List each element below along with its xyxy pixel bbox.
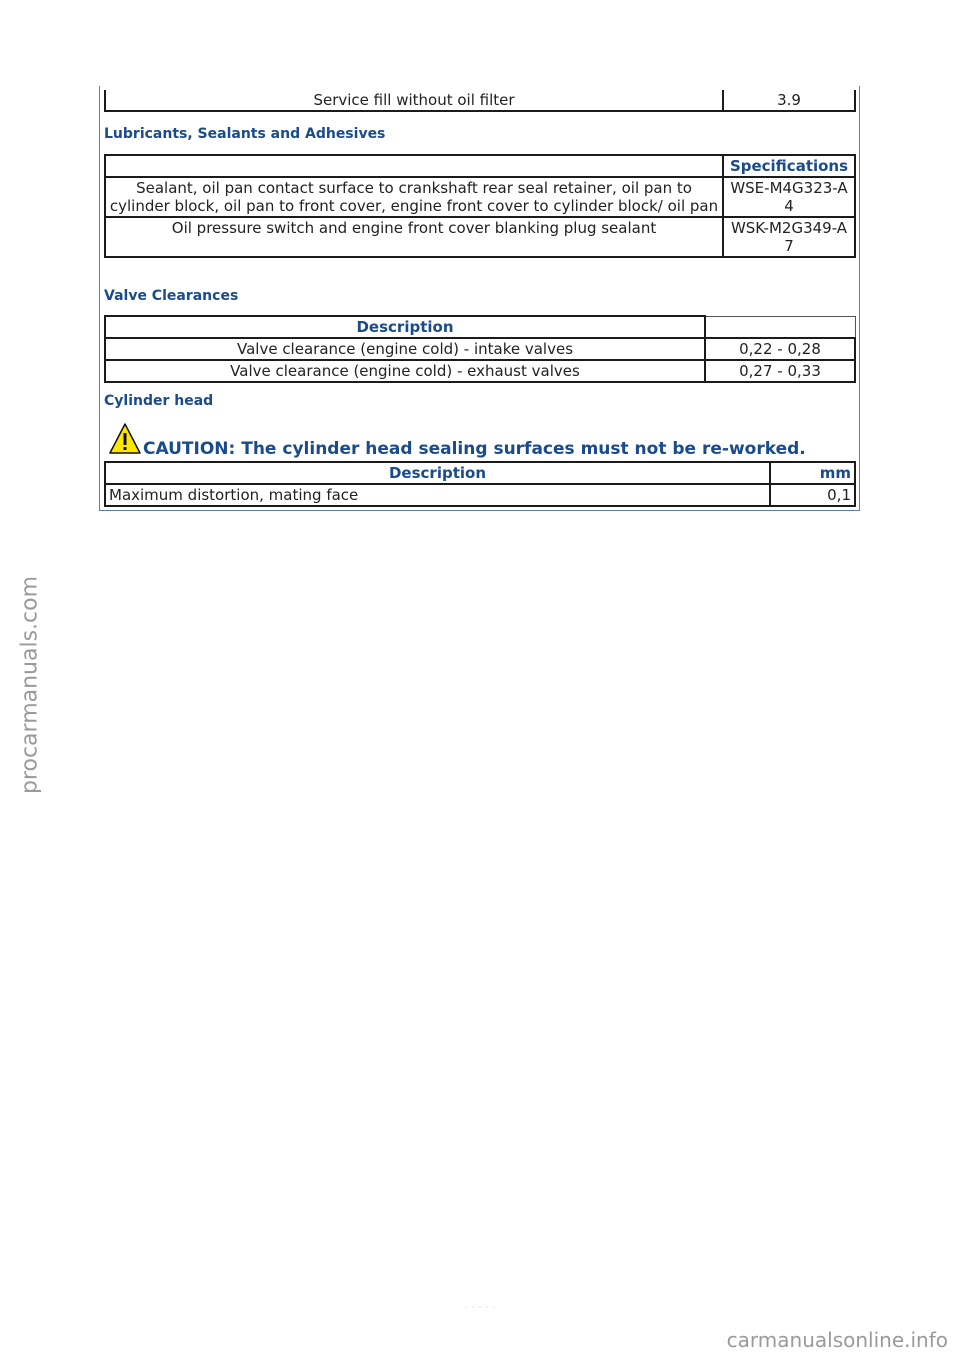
valve-value: 0,22 - 0,28 [705,338,855,360]
page-footer: - - - - - [464,1302,496,1313]
lubricant-description: Oil pressure switch and engine front cover blanking plug sealant [105,217,723,257]
caution-text: CAUTION: The cylinder head sealing surfaces must not be re-worked. [143,439,806,459]
cylinder-head-table [104,461,856,507]
table-header-row [105,316,855,338]
lubricants-table [104,154,856,258]
table-row [105,360,855,382]
warning-triangle-icon [108,422,142,460]
table-header-row [105,155,855,177]
service-fill-value: 3.9 [723,90,855,111]
lubricant-spec: WSK-M2G349-A7 [723,217,855,257]
watermark-procarmanuals: procarmanuals.com [17,575,43,795]
table-row [105,484,855,506]
valve-clearances-heading: Valve Clearances [104,288,239,304]
mm-header: mm [770,462,855,484]
valve-description: Valve clearance (engine cold) - intake valves [105,338,705,360]
table-row [105,338,855,360]
valve-clearances-table [104,315,856,383]
lubricant-spec: WSE-M4G323-A4 [723,177,855,217]
lubricant-description: Sealant, oil pan contact surface to crankshaft rear seal retainer, oil pan to cylinder block, oil pan to front cover, engine front cover to cylinder block/ oil pan [105,177,723,217]
oil-capacity-table [104,90,856,112]
caution-notice [108,424,806,460]
lubricants-header-empty [105,155,723,177]
valve-value: 0,27 - 0,33 [705,360,855,382]
valve-value-header-empty [705,316,855,338]
description-header: Description [105,462,770,484]
table-row [105,90,855,111]
table-header-row [105,462,855,484]
distortion-description: Maximum distortion, mating face [105,484,770,506]
watermark-carmanualsonline: carmanualsonline.info [726,1328,948,1352]
table-row [105,177,855,217]
table-row [105,217,855,257]
lubricants-heading: Lubricants, Sealants and Adhesives [104,126,386,142]
cylinder-head-heading: Cylinder head [104,393,214,409]
service-fill-label: Service fill without oil filter [105,90,723,111]
specifications-header: Specifications [723,155,855,177]
description-header: Description [105,316,705,338]
valve-description: Valve clearance (engine cold) - exhaust valves [105,360,705,382]
distortion-value: 0,1 [770,484,855,506]
